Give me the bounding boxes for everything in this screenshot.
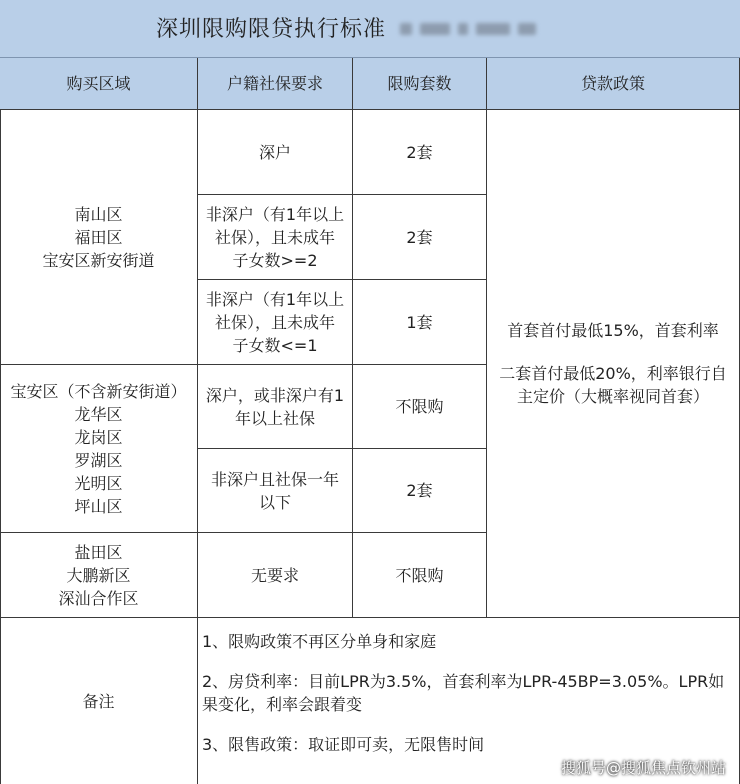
note-item: 2、房贷利率：目前LPR为3.5%，首套利率为LPR-45BP=3.05%。LPR如果变化，利率会跟着变 [202,672,725,714]
header-limit: 限购套数 [353,58,487,110]
limit-cell: 2套 [353,195,487,280]
limit-cell: 不限购 [353,365,487,449]
blurred-watermark [400,20,590,38]
limit-cell: 不限购 [353,533,487,618]
hukou-cell: 无要求 [198,533,353,618]
header-hukou: 户籍社保要求 [198,58,353,110]
hukou-cell: 非深户（有1年以上 社保），且未成年 子女数<=1 [198,280,353,365]
page-title: 深圳限购限贷执行标准 [156,17,387,42]
note-item: 3、限售政策：取证即可卖，无限售时间 [202,735,485,754]
region-group-1: 南山区 福田区 宝安区新安街道 [0,110,198,365]
notes-list [202,630,732,773]
limit-cell: 2套 [353,110,487,195]
title-bar [0,0,740,58]
loan-policy-cell [487,110,740,618]
hukou-cell: 深户，或非深户有1 年以上社保 [198,365,353,449]
region-group-3: 盐田区 大鹏新区 深汕合作区 [0,533,198,618]
loan-second: 二套首付最低20%，利率银行自 主定价（大概率视同首套） [499,364,727,406]
region-group-2: 宝安区（不含新安街道） 龙华区 龙岗区 罗湖区 光明区 坪山区 [0,365,198,533]
limit-cell: 1套 [353,280,487,365]
header-loan: 贷款政策 [487,58,740,110]
hukou-cell: 深户 [198,110,353,195]
hukou-cell: 非深户（有1年以上 社保），且未成年 子女数>=2 [198,195,353,280]
loan-first: 首套首付最低15%，首套利率 [507,321,719,340]
notes-label: 备注 [0,618,198,784]
limit-cell: 2套 [353,449,487,533]
header-region: 购买区域 [0,58,198,110]
hukou-cell: 非深户且社保一年 以下 [198,449,353,533]
source-watermark: 搜狐号@搜狐焦点钦州站 [560,759,726,777]
note-item: 1、限购政策不再区分单身和家庭 [202,632,437,651]
